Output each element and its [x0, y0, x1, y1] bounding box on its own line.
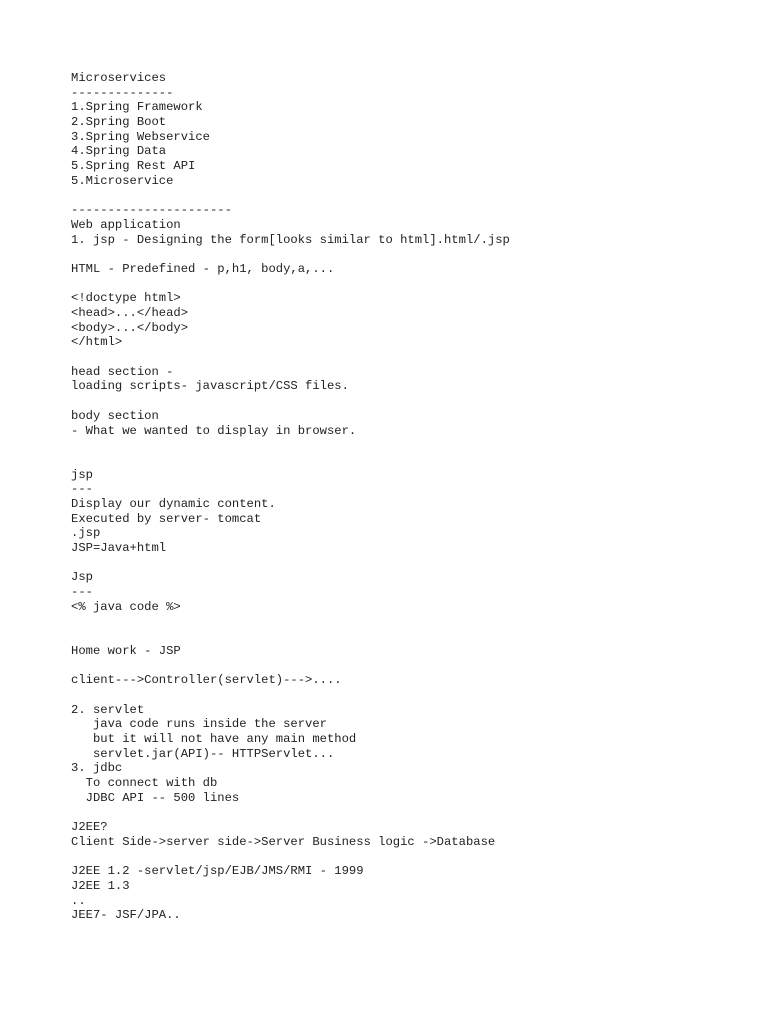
- text-line: Home work - JSP: [71, 643, 181, 658]
- text-line: 3. jdbc: [71, 761, 123, 776]
- text-line: 5.Microservice: [71, 173, 174, 188]
- text-line: Jsp: [71, 570, 93, 585]
- text-line: ----------------------: [71, 203, 232, 218]
- text-line: Web application: [71, 217, 181, 232]
- text-line: Microservices: [71, 71, 167, 85]
- text-line: [71, 438, 751, 453]
- text-line: 1. jsp - Designing the form[looks similar to html].html/.jsp: [71, 232, 510, 247]
- text-line: [71, 277, 751, 292]
- text-line: JDBC API -- 500 lines: [71, 790, 240, 805]
- text-line: [71, 849, 751, 864]
- text-line: J2EE?: [71, 820, 108, 835]
- text-line: --------------: [71, 85, 174, 100]
- text-line: loading scripts- javascript/CSS files.: [71, 379, 349, 394]
- text-line: </html>: [71, 335, 123, 350]
- text-line: java code runs inside the server: [71, 717, 327, 732]
- text-line: client--->Controller(servlet)--->....: [71, 673, 342, 688]
- text-line: 4.Spring Data: [71, 144, 167, 159]
- text-line: 2. servlet: [71, 702, 145, 717]
- text-line: body section: [71, 408, 159, 423]
- text-line: HTML - Predefined - p,h1, body,a,...: [71, 261, 335, 276]
- text-line: Client Side->server side->Server Business logic ->Database: [71, 834, 496, 849]
- text-line: - What we wanted to display in browser.: [71, 423, 357, 438]
- text-line: <!doctype html>: [71, 291, 181, 306]
- text-line: [71, 659, 751, 674]
- text-line: 2.Spring Boot: [71, 115, 167, 130]
- text-line: [71, 350, 751, 365]
- text-line: [71, 453, 751, 468]
- text-line: [71, 189, 751, 204]
- text-line: JEE7- JSF/JPA..: [71, 908, 181, 923]
- text-line: 1.Spring Framework: [71, 100, 203, 115]
- text-line: JSP=Java+html: [71, 541, 167, 555]
- text-line: [71, 629, 751, 644]
- text-line: J2EE 1.3: [71, 878, 130, 893]
- text-line: ..: [71, 893, 86, 908]
- text-line: Executed by server- tomcat: [71, 511, 262, 526]
- text-line: ---: [71, 585, 93, 600]
- text-line: J2EE 1.2 -servlet/jsp/EJB/JMS/RMI - 1999: [71, 864, 364, 879]
- text-line: [71, 247, 751, 262]
- text-line: .jsp: [71, 526, 101, 541]
- text-line: [71, 556, 751, 571]
- document-text: [71, 71, 751, 923]
- text-line: [71, 614, 751, 629]
- text-line: <% java code %>: [71, 599, 181, 614]
- text-line: 5.Spring Rest API: [71, 159, 196, 174]
- text-line: ---: [71, 482, 93, 497]
- text-line: [71, 805, 751, 820]
- text-line: 3.Spring Webservice: [71, 129, 210, 144]
- text-line: [71, 394, 751, 409]
- text-line: Display our dynamic content.: [71, 496, 276, 511]
- text-line: <head>...</head>: [71, 306, 189, 320]
- text-line: jsp: [71, 467, 93, 482]
- text-line: To connect with db: [71, 776, 218, 790]
- text-line: head section -: [71, 364, 174, 379]
- text-line: servlet.jar(API)-- HTTPServlet...: [71, 746, 335, 761]
- text-line: <body>...</body>: [71, 320, 189, 335]
- text-line: [71, 688, 751, 703]
- text-line: but it will not have any main method: [71, 731, 357, 746]
